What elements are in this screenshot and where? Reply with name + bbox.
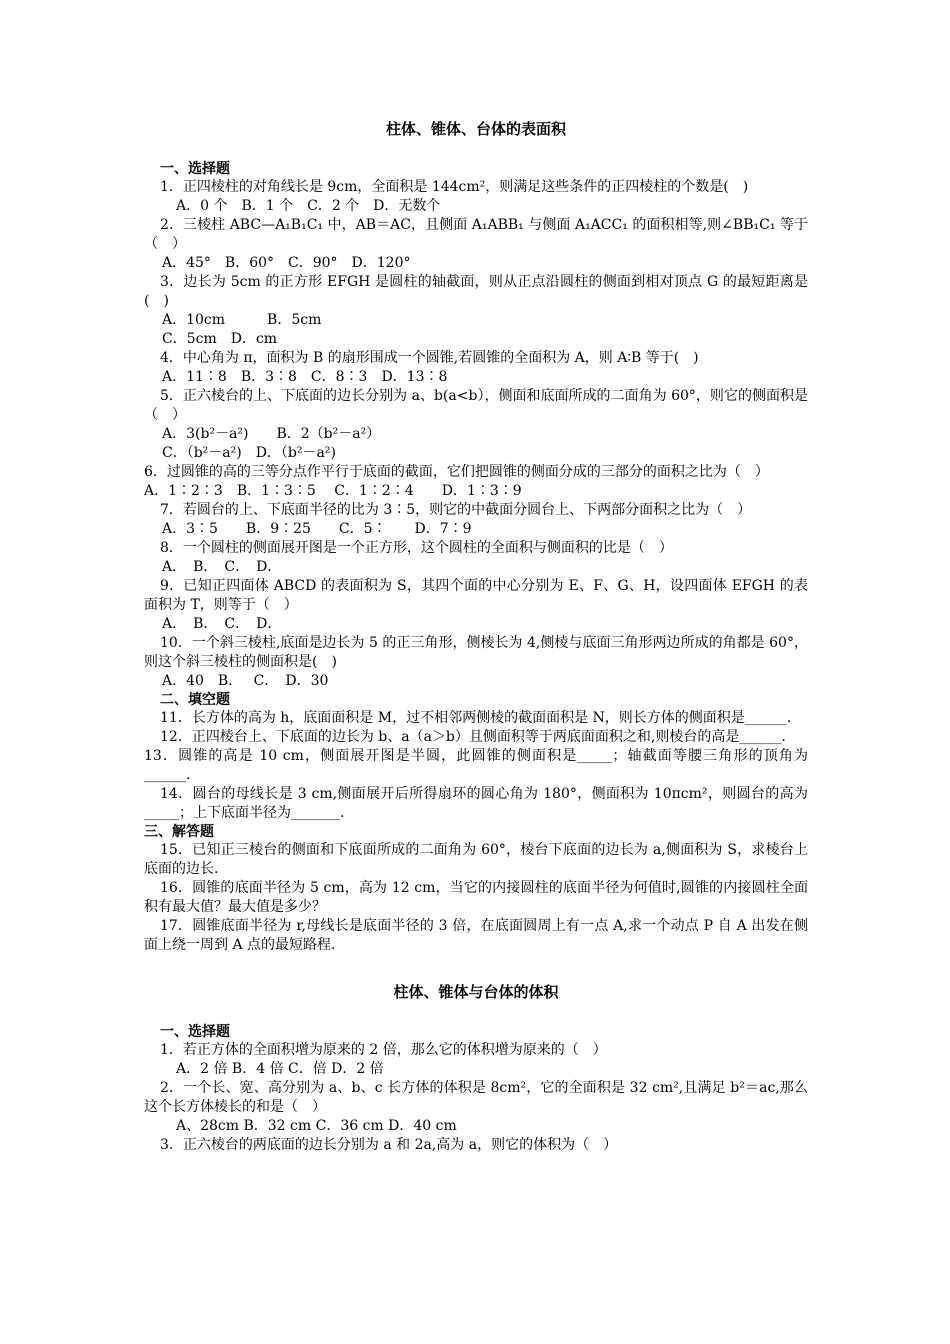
heading-multiple-choice: 一、选择题 [160,161,230,177]
volume-question-2: 2．一个长、宽、高分别为 a、b、c 长方体的体积是 8cm²，它的全面积是 32 cm²,且满足 b²＝ac,那么这个长方体棱长的和是（ ） [144,1080,808,1115]
question-9: 9．已知正四面体 ABCD 的表面积为 S，其四个面的中心分别为 E、F、G、H，设四面体 EFGH 的表面积为 T，则等于（ ） [144,578,808,613]
question-2-options: A．45° B．60° C．90° D．120° [162,255,411,271]
question-15: 15．已知正三棱台的侧面和下底面所成的二面角为 60°，棱台下底面的边长为 a,侧面积为 S，求棱台上底面的边长. [144,842,808,877]
question-10-options: A．40 B． C． D．30 [162,673,329,689]
question-7-options: A．3∶5 B．9∶25 C．5∶ D．7∶9 [162,521,472,537]
question-8: 8．一个圆柱的侧面展开图是一个正方形，这个圆柱的全面积与侧面积的比是（ ） [160,540,673,556]
question-6-options: A．1∶2∶3 B．1∶3∶5 C．1∶2∶4 D．1∶3∶9 [144,483,522,499]
section-title-volume: 柱体、锥体与台体的体积 [393,983,559,1001]
question-3-options-c: C．5cm D．cm [162,331,278,347]
question-12: 12．正四棱台上、下底面的边长为 b、a（a＞b）且侧面积等于两底面面积之和,则棱台的高是______. [160,729,786,745]
question-9-options: A． B． C． D． [162,616,282,632]
question-4-options: A．11∶8 B．3∶8 C．8∶3 D．13∶8 [162,369,448,385]
heading-solutions: 三、解答题 [144,824,214,840]
question-11: 11．长方体的高为 h，底面面积是 M，过不相邻两侧棱的截面面积是 N，则长方体的侧面积是______. [160,710,792,726]
volume-question-1: 1．若正方体的全面积增为原来的 2 倍，那么它的体积增为原来的（ ） [160,1042,607,1058]
volume-question-3: 3．正六棱台的两底面的边长分别为 a 和 2a,高为 a，则它的体积为（ ） [160,1137,618,1153]
question-8-options: A． B． C． D． [162,559,282,575]
section-title-surface-area: 柱体、锥体、台体的表面积 [385,120,566,138]
question-7: 7．若圆台的上、下底面半径的比为 3∶5，则它的中截面分圆台上、下两部分面积之比为（ ） [160,502,752,518]
question-13: 13．圆锥的高是 10 cm，侧面展开图是半圆，此圆锥的侧面积是_____；轴截面等腰三角形的顶角为______. [144,748,808,783]
question-16: 16．圆锥的底面半径为 5 cm，高为 12 cm，当它的内接圆柱的底面半径为何值时,圆锥的内接圆柱全面积有最大值？最大值是多少？ [144,880,808,915]
question-3-options-a: A．10cm B．5cm [162,312,322,328]
question-14: 14．圆台的母线长是 3 cm,侧面展开后所得扇环的圆心角为 180°，侧面积为 10πcm²，则圆台的高为_____；上下底面半径为_______. [144,786,808,821]
document-page [144,118,808,1155]
heading-multiple-choice-2: 一、选择题 [160,1024,230,1040]
heading-fill-in: 二、填空题 [160,692,230,708]
question-5: 5．正六棱台的上、下底面的边长分别为 a、b(a<b），侧面和底面所成的二面角为 60°，则它的侧面积是（ ） [144,388,808,423]
question-6: 6．过圆锥的高的三等分点作平行于底面的截面，它们把圆锥的侧面分成的三部分的面积之比为（ ） [144,464,769,480]
volume-question-1-options: A．2 倍 B．4 倍 C．倍 D．2 倍 [176,1061,384,1077]
question-3: 3．边长为 5cm 的正方形 EFGH 是圆柱的轴截面，则从正点沿圆柱的侧面到相对顶点 G 的最短距离是( ) [144,274,808,309]
question-5-options-a: A．3(b²－a²) B．2（b²－a²） [162,426,381,442]
question-1: 1．正四棱柱的对角线长是 9cm，全面积是 144cm²，则满足这些条件的正四棱柱的个数是( ) [160,179,749,195]
question-4: 4．中心角为 π，面积为 B 的扇形围成一个圆锥,若圆锥的全面积为 A，则 A∶B 等于( ) [160,350,699,366]
question-5-options-c: C．（b²－a²) D．（b²－a²) [162,445,336,461]
question-10: 10．一个斜三棱柱,底面是边长为 5 的正三角形，侧棱长为 4,侧棱与底面三角形两边所成的角都是 60°，则这个斜三棱柱的侧面积是( ) [144,635,808,670]
question-1-options: A．0 个 B．1 个 C．2 个 D．无数个 [176,198,441,214]
question-17: 17．圆锥底面半径为 r,母线长是底面半径的 3 倍，在底面圆周上有一点 A,求一个动点 P 自 A 出发在侧面上绕一周到 A 点的最短路程. [144,918,808,953]
question-2: 2．三棱柱 ABC—A₁B₁C₁ 中，AB＝AC，且侧面 A₁ABB₁ 与侧面 A₁ACC₁ 的面积相等,则∠BB₁C₁ 等于（ ） [144,217,808,252]
volume-question-2-options: A、28cm B．32 cm C．36 cm D．40 cm [176,1118,457,1134]
